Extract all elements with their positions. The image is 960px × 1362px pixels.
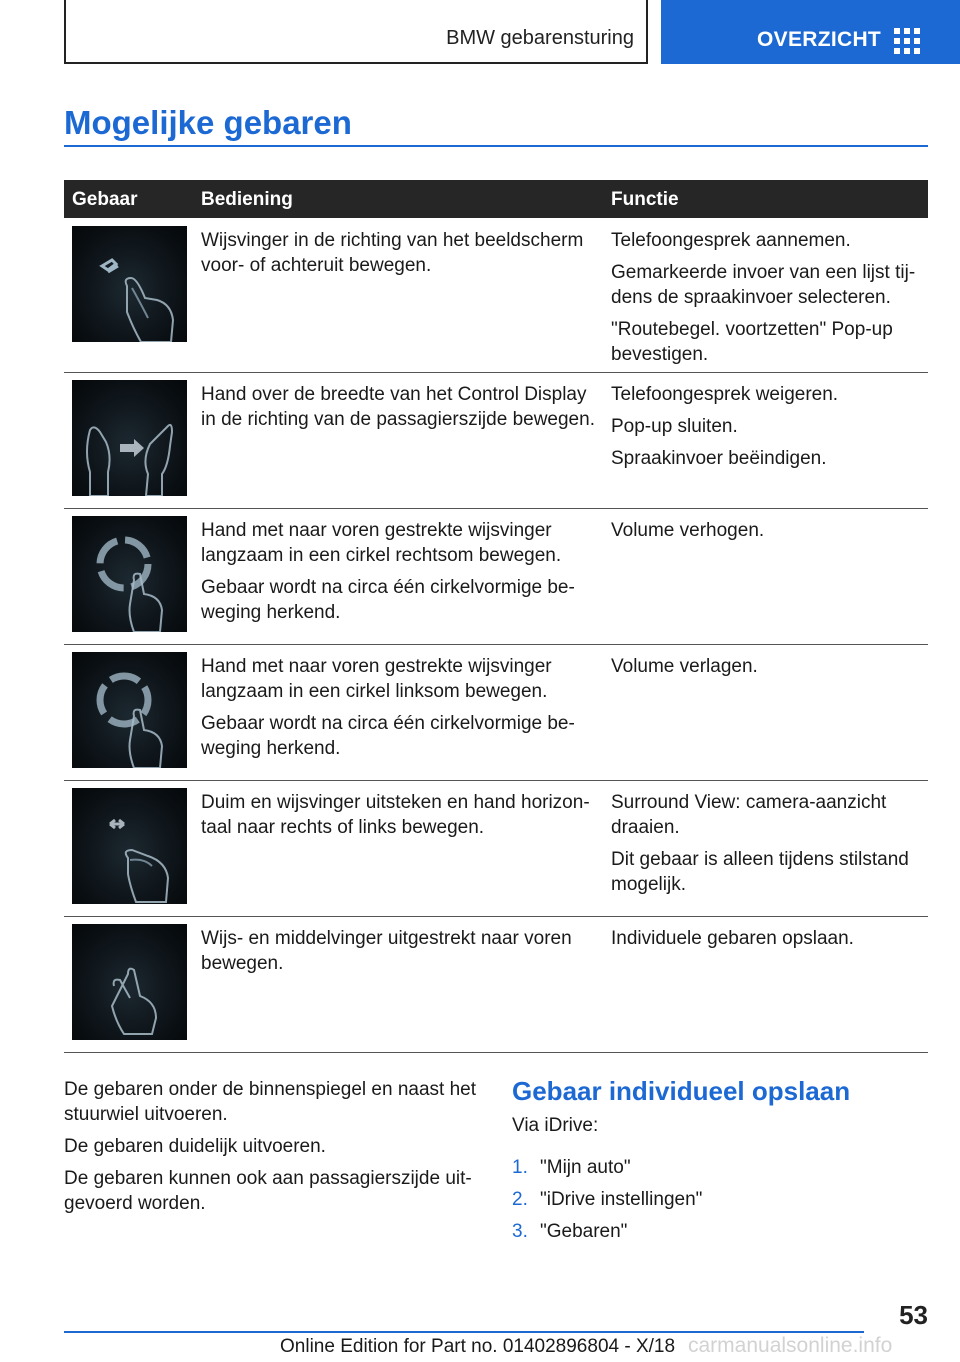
functie-text: Telefoongesprek weigeren. <box>611 384 839 405</box>
functie-text: Dit gebaar is alleen tijdens stilstand mogelijk. <box>611 849 909 895</box>
page-number: 53 <box>899 1300 928 1330</box>
functie-text: Volume verlagen. <box>611 656 758 677</box>
column-header-functie: Functie <box>611 189 679 210</box>
bediening-cell <box>201 228 601 285</box>
bediening-text: Wijs- en middelvinger uitgestrekt naar voren bewegen. <box>201 928 572 974</box>
column-header-gebaar: Gebaar <box>72 189 138 210</box>
functie-cell <box>611 790 921 904</box>
header-section-title: BMW gebarensturing <box>446 27 634 49</box>
functie-cell <box>611 654 921 686</box>
header-section-box <box>64 0 648 64</box>
bediening-cell <box>201 790 601 847</box>
functie-text: "Routebegel. voortzetten" Pop-up bevestigen. <box>611 319 893 365</box>
bediening-cell <box>201 654 601 768</box>
note-text: De gebaren onder de binnenspiegel en naast het stuurwiel uitvoeren. <box>64 1079 476 1125</box>
usage-notes <box>64 1077 494 1223</box>
bediening-text: Hand met naar voren gestrekte wijsvinger langzaam in een cirkel rechtsom bewegen. <box>201 520 562 566</box>
functie-text: Gemarkeerde invoer van een lijst tijdens de spraakinvoer selecteren. <box>611 262 916 308</box>
step-number: 1. <box>512 1157 528 1178</box>
page-title: Mogelijke gebaren <box>64 104 352 141</box>
functie-text: Volume verhogen. <box>611 520 765 541</box>
section-intro: Via iDrive: <box>512 1115 599 1136</box>
functie-text: Surround View: camera-aanzicht draaien. <box>611 792 887 838</box>
bediening-cell <box>201 518 601 632</box>
bediening-text: Wijsvinger in de richting van het beeldscherm voor- of achteruit bewegen. <box>201 230 584 276</box>
note-text: De gebaren kunnen ook aan passagierszijde uitgevoerd worden. <box>64 1168 472 1214</box>
functie-text: Telefoongesprek aannemen. <box>611 230 851 251</box>
grid-icon <box>894 28 920 54</box>
functie-cell <box>611 518 921 550</box>
bediening-text: Hand over de breedte van het Control Display in de richting van de passagierszijde bewegen. <box>201 384 595 430</box>
step-number: 2. <box>512 1189 528 1210</box>
bediening-cell <box>201 926 601 983</box>
bediening-text: Hand met naar voren gestrekte wijsvinger langzaam in een cirkel linksom bewegen. <box>201 656 552 702</box>
thumb-finger-swipe-gesture-icon <box>72 788 187 904</box>
table-row <box>64 780 928 917</box>
two-finger-gesture-icon <box>72 924 187 1040</box>
table-row <box>64 644 928 781</box>
hand-swipe-gesture-icon <box>72 380 187 496</box>
circle-counterclockwise-gesture-icon <box>72 652 187 768</box>
functie-text: Pop-up sluiten. <box>611 416 738 437</box>
section-title: Gebaar individueel opslaan <box>512 1076 851 1106</box>
column-header-bediening: Bediening <box>201 189 293 210</box>
title-divider <box>64 145 928 147</box>
list-item <box>512 1152 702 1184</box>
footer-divider <box>64 1331 864 1333</box>
functie-text: Spraakinvoer beëindigen. <box>611 448 827 469</box>
circle-clockwise-gesture-icon <box>72 516 187 632</box>
list-item <box>512 1216 702 1248</box>
table-row <box>64 372 928 509</box>
table-row <box>64 916 928 1053</box>
table-row <box>64 218 928 373</box>
step-text: "iDrive instellingen" <box>540 1189 703 1210</box>
table-header <box>64 180 928 218</box>
bediening-text: Gebaar wordt na circa één cirkelvormige beweging herkend. <box>201 577 575 623</box>
note-text: De gebaren duidelijk uitvoeren. <box>64 1136 326 1157</box>
step-text: "Mijn auto" <box>540 1157 631 1178</box>
step-text: "Gebaren" <box>540 1221 628 1242</box>
table-row <box>64 508 928 645</box>
bediening-text: Gebaar wordt na circa één cirkelvormige beweging herkend. <box>201 713 575 759</box>
functie-cell <box>611 382 921 478</box>
finger-tap-gesture-icon <box>72 226 187 342</box>
footer-edition-text: Online Edition for Part no. 01402896804 - X/18 <box>280 1336 676 1357</box>
overview-nav-label: OVERZICHT <box>757 28 882 51</box>
step-number: 3. <box>512 1221 528 1242</box>
step-list <box>512 1152 702 1248</box>
functie-cell <box>611 926 921 958</box>
functie-text: Individuele gebaren opslaan. <box>611 928 854 949</box>
functie-cell <box>611 228 921 374</box>
watermark: carmanualsonline.info <box>688 1334 893 1357</box>
bediening-cell <box>201 382 601 439</box>
overview-nav-button[interactable] <box>661 0 960 64</box>
list-item <box>512 1184 702 1216</box>
bediening-text: Duim en wijsvinger uitsteken en hand horizontaal naar rechts of links bewegen. <box>201 792 590 838</box>
